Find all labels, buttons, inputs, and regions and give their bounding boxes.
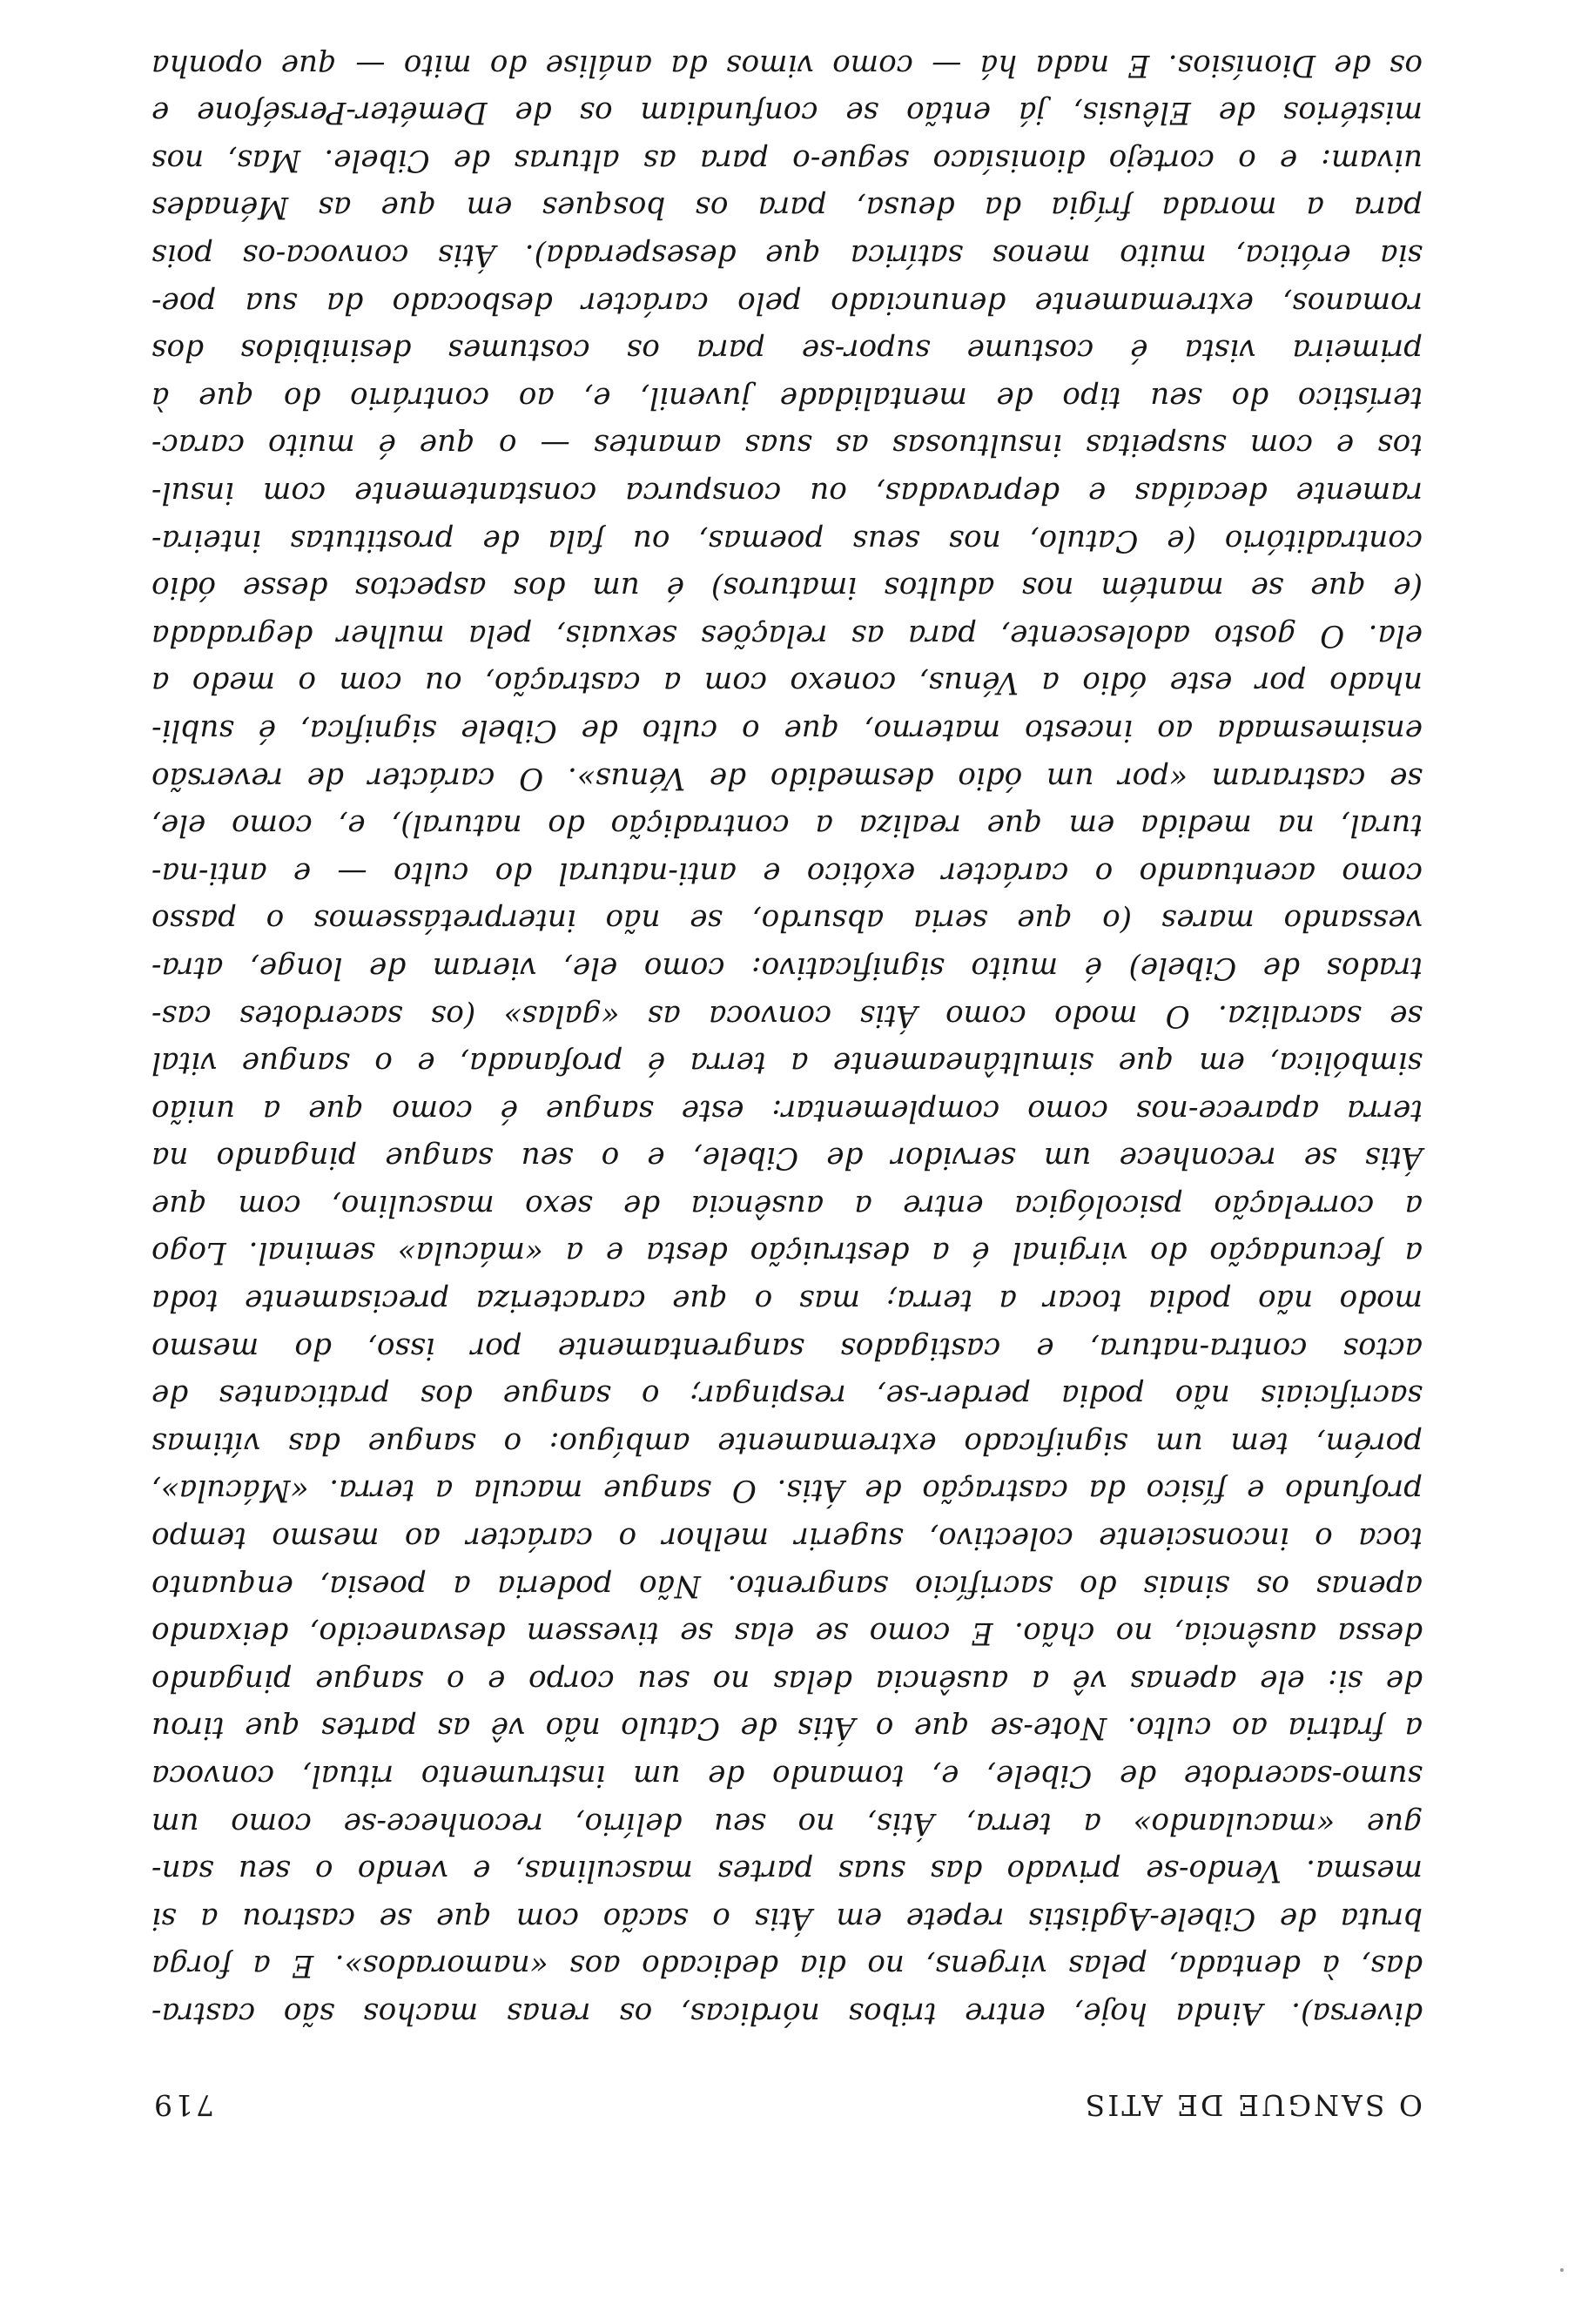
text-line: se sacraliza. O modo como Átis convoca as «galas» (os sacerdotes cas- [151, 997, 1423, 1033]
text-line: gue «maculando» a terra, Átis, no seu delírio, reconhece-se como um [151, 1805, 1423, 1841]
text-line: profundo e físico da castração de Átis. O sangue macula a terra. «Mácula», [151, 1473, 1423, 1508]
text-line: nhado por este ódio a Vénus, conexo com a castração, ou com o medo a [151, 665, 1423, 701]
text-line: apenas os sinais do sacrifício sangrento. Não poderia a poesia, enquanto [151, 1568, 1423, 1603]
text-line: primeira vista é costume supor-se para os costumes desinibidos dos [151, 332, 1423, 368]
text-line: a correlação psicológica entre a ausência de sexo masculino, com que [151, 1187, 1423, 1223]
text-line: bruta de Cibele-Agdistis repete em Átis o sacão com que se castrou a si [151, 1900, 1423, 1936]
text-line: ensimesmada ao incesto materno, que o culto de Cibele significa, é subli- [151, 712, 1423, 748]
text-line: mistérios de Elêusis, já então se confundiam os de Deméter-Perséfone e [151, 95, 1423, 131]
text-line: trados de Cibele) é muito significativo: como ele, vieram de longe, atra- [151, 950, 1423, 985]
body-text [151, 41, 1423, 2037]
text-line: toca o inconsciente colectivo, sugerir melhor o carácter ao mesmo tempo [151, 1521, 1423, 1556]
text-line: contraditório (e Catulo, nos seus poemas, ou fala de prostitutas inteira- [151, 522, 1423, 558]
text-line: a fratria ao culto. Note-se que o Átis de Catulo não vê as partes que tirou [151, 1710, 1423, 1746]
text-line: actos contra-natura, e castigados sangrentamente por isso, do mesmo [151, 1330, 1423, 1366]
text-line: para a morada frígia da deusa, para os bosques em que as Ménades [151, 190, 1423, 225]
text-line: diversa). Ainda hoje, entre tribos nórdicas, os renas machos são castra- [151, 1996, 1423, 2031]
text-line: uivam: e o cortejo dionisíaco segue-o para as alturas de Cibele. Mas, nos [151, 142, 1423, 178]
text-line: (e que se mantém nos adultos imaturos) é um dos aspectos desse ódio [151, 570, 1423, 606]
text-line: vessando mares (o que seria absurdo, se não interpretássemos o passo [151, 903, 1423, 938]
text-line: sumo-sacerdote de Cibele, e, tomando de um instrumento ritual, convoca [151, 1758, 1423, 1794]
scan-speck [1560, 2268, 1564, 2272]
text-line: sia erótica, muito menos satírica que desesperada). Átis convoca-os pois [151, 238, 1423, 273]
text-line: modo não podia tocar a terra; mas o que caracteriza precisamente toda [151, 1283, 1423, 1319]
text-line: Átis se reconhece um servidor de Cibele, e o seu sangue pingando na [151, 1140, 1423, 1176]
text-line: de si: ele apenas vê a ausência delas no seu corpo e o sangue pingando [151, 1662, 1423, 1698]
text-line: simbólica, em que simultâneamente a terra é profanada, e o sangue vital [151, 1045, 1423, 1081]
text-line: se castraram «por um ódio desmedido de Vénus». O carácter de reversão [151, 760, 1423, 796]
text-line: romanos, extremamente denunciado pelo carácter desbocado da sua poe- [151, 285, 1423, 320]
text-line: ela. O gosto adolescente, para as relações sexuais, pela mulher degradada [151, 617, 1423, 653]
text-line: a fecundação do virginal é a destruição desta e a «mácula» seminal. Logo [151, 1235, 1423, 1271]
text-line: terra aparece-nos como complementar: este sangue é como que a união [151, 1092, 1423, 1128]
text-line: ramente decaídas e depravadas, ou conspurca constantemente com insul- [151, 475, 1423, 510]
text-line: porém, tem um significado extremamente ambíguo: o sangue das vítimas [151, 1425, 1423, 1461]
page-number: 719 [151, 2088, 214, 2122]
running-head [151, 2088, 1423, 2122]
text-line: tos e com suspeitas insultuosas as suas amantes — o que é muito carac- [151, 427, 1423, 463]
text-line: dessa ausência, no chão. E como se elas se tivessem desvanecido, deixando [151, 1615, 1423, 1651]
text-line: tural, na medida em que realiza a contradição do natural), e, como ele, [151, 808, 1423, 843]
text-line: como acentuando o carácter exótico e anti-natural do culto — e anti-na- [151, 855, 1423, 890]
text-line: os de Dionísios. E nada há — como vimos da análise do mito — que oponha [151, 47, 1423, 83]
text-line: terístico do seu tipo de mentalidade juvenil, e, ao contrário do que à [151, 379, 1423, 415]
text-line: sacrificiais não podia perder-se, respingar; o sangue dos praticantes de [151, 1378, 1423, 1414]
running-head-title: O SANGUE DE ATIS [1082, 2088, 1423, 2122]
text-line: mesma. Vendo-se privado das suas partes masculinas, e vendo o seu san- [151, 1853, 1423, 1889]
text-line: das, à dentada, pelas virgens, no dia dedicado aos «namorados». E a forga [151, 1948, 1423, 1984]
